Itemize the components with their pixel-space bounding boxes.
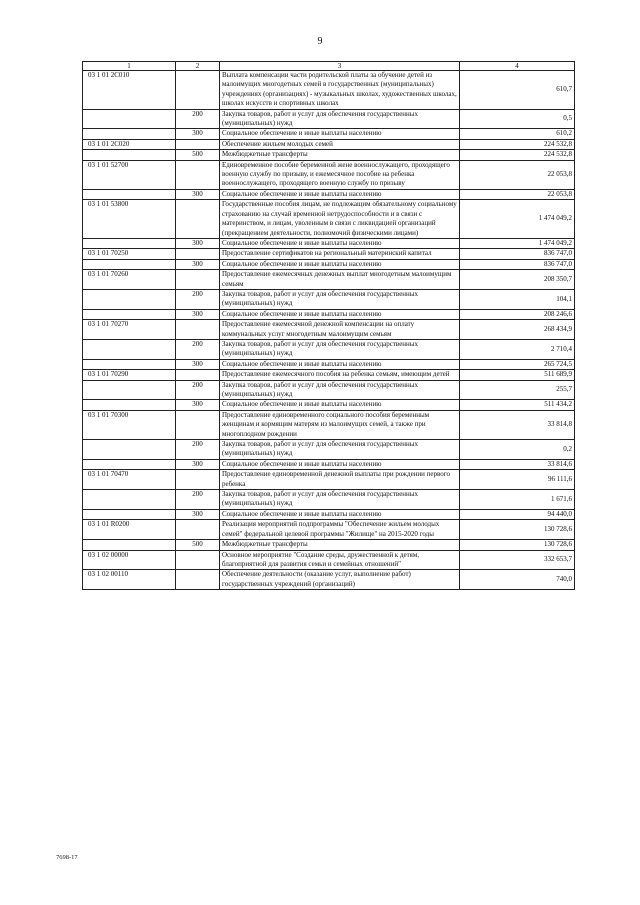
row-expense-type: 300	[176, 309, 220, 319]
row-expense-type	[176, 520, 220, 540]
row-amount: 224 532,8	[460, 139, 575, 149]
row-expense-type: 300	[176, 129, 220, 139]
row-expense-type	[176, 550, 220, 570]
table-row	[83, 440, 575, 460]
document-code: 7698-17	[56, 854, 78, 861]
row-expense-type: 200	[176, 380, 220, 400]
row-expense-type	[176, 71, 220, 110]
row-amount: 740,0	[460, 570, 575, 590]
row-code	[83, 339, 176, 359]
table-row	[83, 129, 575, 139]
row-expense-type: 300	[176, 238, 220, 248]
row-expense-type	[176, 249, 220, 259]
row-expense-type: 200	[176, 490, 220, 510]
row-name: Закупка товаров, работ и услуг для обеспечения государственных (муниципальных) нужд	[220, 490, 460, 510]
table-row	[83, 309, 575, 319]
row-name: Социальное обеспечение и иные выплаты населению	[220, 509, 460, 519]
row-code: 03 1 01 2С010	[83, 71, 176, 110]
row-name: Закупка товаров, работ и услуг для обеспечения государственных (муниципальных) нужд	[220, 289, 460, 309]
row-name: Основное мероприятие "Создание среды, дружественной к детям, благоприятной для развития семьи и семейных отношений"	[220, 550, 460, 570]
row-code	[83, 109, 176, 129]
table-row	[83, 509, 575, 519]
row-amount: 265 724,5	[460, 359, 575, 369]
row-name: Обеспечение жильем молодых семей	[220, 139, 460, 149]
row-amount: 836 747,0	[460, 259, 575, 269]
row-code	[83, 289, 176, 309]
row-code	[83, 238, 176, 248]
table-row	[83, 490, 575, 510]
row-code: 03 1 01 52700	[83, 160, 176, 189]
row-expense-type	[176, 320, 220, 340]
row-amount: 255,7	[460, 380, 575, 400]
row-name: Реализация мероприятий подпрограммы "Обеспечение жильем молодых семей" федеральной целевой программы "Жилище" на 2015-2020 годы	[220, 520, 460, 540]
table-row	[83, 550, 575, 570]
header-col-2: 2	[176, 62, 220, 71]
table-row	[83, 400, 575, 410]
row-code	[83, 440, 176, 460]
row-code	[83, 490, 176, 510]
row-expense-type	[176, 139, 220, 149]
row-amount: 1 671,6	[460, 490, 575, 510]
row-name: Социальное обеспечение и иные выплаты населению	[220, 259, 460, 269]
page-number: 9	[317, 36, 323, 47]
row-code: 03 1 01 70250	[83, 249, 176, 259]
row-code: 03 1 01 70290	[83, 370, 176, 380]
table-row	[83, 109, 575, 129]
row-name: Социальное обеспечение и иные выплаты населению	[220, 359, 460, 369]
row-expense-type: 300	[176, 400, 220, 410]
row-name: Социальное обеспечение и иные выплаты населению	[220, 309, 460, 319]
table-row	[83, 289, 575, 309]
table-row	[83, 259, 575, 269]
row-expense-type: 300	[176, 189, 220, 199]
row-code	[83, 150, 176, 160]
row-code: 03 1 01 R0200	[83, 520, 176, 540]
table-body	[83, 71, 575, 590]
row-name: Предоставление единовременной денежной выплаты при рождении первого ребенка	[220, 470, 460, 490]
row-amount: 610,7	[460, 71, 575, 110]
row-code: 03 1 01 53800	[83, 200, 176, 239]
row-name: Закупка товаров, работ и услуг для обеспечения государственных (муниципальных) нужд	[220, 380, 460, 400]
row-code	[83, 129, 176, 139]
row-name: Предоставление ежемесячной денежной компенсации на оплату коммунальных услуг многодетным малоимущим семьям	[220, 320, 460, 340]
table-row	[83, 339, 575, 359]
row-amount: 130 728,6	[460, 540, 575, 550]
row-expense-type	[176, 470, 220, 490]
row-name: Предоставление сертификатов на региональный материнский капитал	[220, 249, 460, 259]
row-expense-type: 200	[176, 289, 220, 309]
row-code: 03 1 01 2С020	[83, 139, 176, 149]
row-code	[83, 459, 176, 469]
row-code: 03 1 01 70300	[83, 410, 176, 439]
row-name: Межбюджетные трансферты	[220, 540, 460, 550]
row-name: Социальное обеспечение и иные выплаты населению	[220, 459, 460, 469]
row-name: Закупка товаров, работ и услуг для обеспечения государственных (муниципальных) нужд	[220, 339, 460, 359]
row-name: Закупка товаров, работ и услуг для обеспечения государственных (муниципальных) нужд	[220, 109, 460, 129]
row-name: Социальное обеспечение и иные выплаты населению	[220, 129, 460, 139]
table-row	[83, 249, 575, 259]
header-row	[83, 62, 575, 71]
row-expense-type: 300	[176, 359, 220, 369]
header-col-1: 1	[83, 62, 176, 71]
row-expense-type: 200	[176, 109, 220, 129]
row-code	[83, 259, 176, 269]
row-amount: 130 728,6	[460, 520, 575, 540]
row-code: 03 1 02 00110	[83, 570, 176, 590]
row-expense-type: 300	[176, 459, 220, 469]
row-amount: 836 747,0	[460, 249, 575, 259]
row-expense-type	[176, 370, 220, 380]
row-name: Государственные пособия лицам, не подлежащим обязательному социальному страхованию на случай временной нетрудоспособности и в связи с материнством, и лицам, уволенным в связи с ликвидацией организаций (прекращением деятельности, полномочий физическими лицами)	[220, 200, 460, 239]
row-expense-type: 200	[176, 440, 220, 460]
table-row	[83, 380, 575, 400]
table-row	[83, 150, 575, 160]
row-name: Предоставление ежемесячных денежных выплат многодетным малоимущим семьям	[220, 270, 460, 290]
row-name: Социальное обеспечение и иные выплаты населению	[220, 189, 460, 199]
table-row	[83, 470, 575, 490]
row-code	[83, 509, 176, 519]
row-code: 03 1 02 00000	[83, 550, 176, 570]
row-amount: 208 350,7	[460, 270, 575, 290]
table-row	[83, 71, 575, 110]
row-amount: 33 814,8	[460, 410, 575, 439]
row-amount: 511 689,9	[460, 370, 575, 380]
row-amount: 22 053,8	[460, 189, 575, 199]
table-row	[83, 459, 575, 469]
table-row	[83, 370, 575, 380]
row-name: Выплата компенсации части родительской платы за обучение детей из малоимущих многодетных семей в государственных (муниципальных) учреждениях (организациях) - музыкальных школах, художественных школах, школах искусств и спортивных школах	[220, 71, 460, 110]
table-row	[83, 270, 575, 290]
row-expense-type	[176, 200, 220, 239]
row-amount: 208 246,6	[460, 309, 575, 319]
row-amount: 22 053,8	[460, 160, 575, 189]
row-code	[83, 359, 176, 369]
row-code	[83, 540, 176, 550]
row-name: Межбюджетные трансферты	[220, 150, 460, 160]
row-name: Социальное обеспечение и иные выплаты населению	[220, 400, 460, 410]
row-expense-type: 300	[176, 509, 220, 519]
row-expense-type: 200	[176, 339, 220, 359]
row-code: 03 1 01 70260	[83, 270, 176, 290]
row-code	[83, 309, 176, 319]
row-expense-type	[176, 270, 220, 290]
row-name: Предоставление единовременного социального пособия беременным женщинам и кормящим матерям из малоимущих семей, а также при многоплодном рождении	[220, 410, 460, 439]
row-amount: 511 434,2	[460, 400, 575, 410]
row-amount: 2 710,4	[460, 339, 575, 359]
row-expense-type	[176, 410, 220, 439]
row-code	[83, 400, 176, 410]
row-amount: 0,5	[460, 109, 575, 129]
table-row	[83, 200, 575, 239]
row-expense-type	[176, 160, 220, 189]
row-amount: 1 474 049,2	[460, 200, 575, 239]
row-code: 03 1 01 70470	[83, 470, 176, 490]
row-expense-type: 500	[176, 540, 220, 550]
header-col-3: 3	[220, 62, 460, 71]
header-col-4: 4	[460, 62, 575, 71]
row-name: Единовременное пособие беременной жене военнослужащего, проходящего военную службу по призыву, и ежемесячное пособие на ребенка военнослужащего, проходящего военную службу по призыву	[220, 160, 460, 189]
row-amount: 96 111,6	[460, 470, 575, 490]
table-row	[83, 570, 575, 590]
row-code: 03 1 01 70270	[83, 320, 176, 340]
row-expense-type: 300	[176, 259, 220, 269]
row-amount: 104,1	[460, 289, 575, 309]
table-row	[83, 540, 575, 550]
table-row	[83, 238, 575, 248]
row-expense-type	[176, 570, 220, 590]
row-amount: 332 653,7	[460, 550, 575, 570]
row-amount: 268 434,9	[460, 320, 575, 340]
table-row	[83, 359, 575, 369]
row-name: Предоставление ежемесячного пособия на ребенка семьям, имеющим детей	[220, 370, 460, 380]
table-row	[83, 189, 575, 199]
row-amount: 610,2	[460, 129, 575, 139]
row-name: Обеспечение деятельности (оказание услуг, выполнение работ) государственных учреждений (организаций)	[220, 570, 460, 590]
row-amount: 33 814,6	[460, 459, 575, 469]
budget-table	[82, 61, 575, 590]
table-row	[83, 520, 575, 540]
row-code	[83, 189, 176, 199]
row-code	[83, 380, 176, 400]
row-amount: 1 474 049,2	[460, 238, 575, 248]
row-name: Закупка товаров, работ и услуг для обеспечения государственных (муниципальных) нужд	[220, 440, 460, 460]
table-row	[83, 410, 575, 439]
row-expense-type: 500	[176, 150, 220, 160]
table-row	[83, 320, 575, 340]
row-amount: 94 440,0	[460, 509, 575, 519]
row-name: Социальное обеспечение и иные выплаты населению	[220, 238, 460, 248]
row-amount: 224 532,8	[460, 150, 575, 160]
row-amount: 0,2	[460, 440, 575, 460]
table-row	[83, 160, 575, 189]
table-row	[83, 139, 575, 149]
